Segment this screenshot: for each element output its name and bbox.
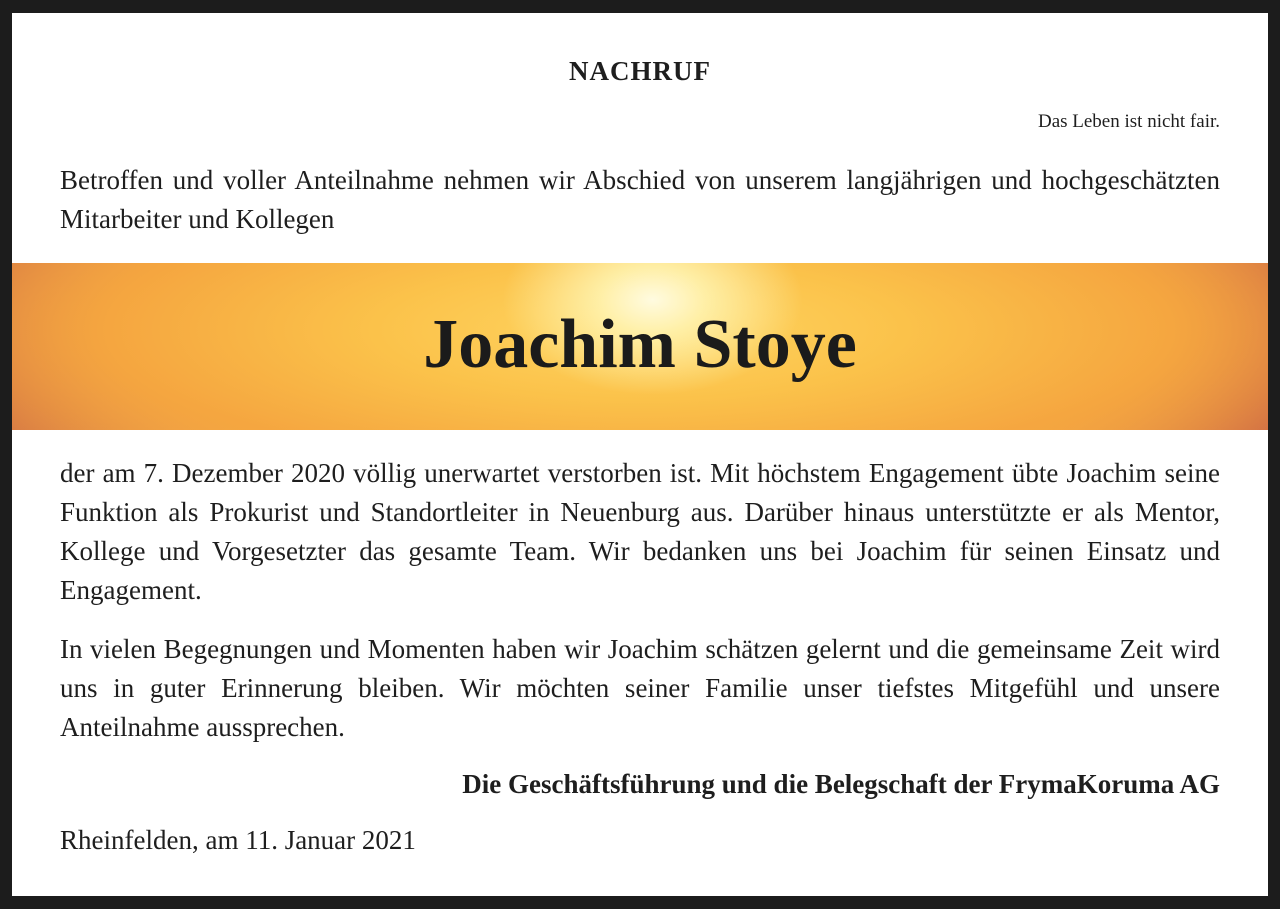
notice-heading: NACHRUF	[569, 56, 711, 86]
signature-line: Die Geschäftsführung und die Belegschaft der FrymaKoruma AG	[462, 769, 1220, 799]
obituary-notice	[12, 13, 1268, 896]
body-paragraph-1: der am 7. Dezember 2020 völlig unerwartet verstorben ist. Mit höchstem Engagement übte Joachim seine Funktion als Prokurist und Standortleiter in Neuenburg aus. Darüber hinaus unterstützte er als Mentor, Kollege und Vorgesetzter das gesamte Team. Wir bedanken uns bei Joachim für seinen Einsatz und Engagement.	[60, 458, 1220, 605]
motto-quote: Das Leben ist nicht fair.	[1037, 111, 1220, 132]
intro-paragraph: Betroffen und voller Anteilnahme nehmen wir Abschied von unserem langjährigen und hochgeschätzten Mitarbeiter und Kollegen	[60, 165, 1220, 234]
place-date: Rheinfelden, am 11. Januar 2021	[60, 825, 416, 855]
deceased-name: Joachim Stoye	[423, 306, 857, 383]
body-paragraph-2: In vielen Begegnungen und Momenten haben wir Joachim schätzen gelernt und die gemeinsame Zeit wird uns in guter Erinnerung bleiben. Wir möchten seiner Familie unser tiefstes Mitgefühl und unsere Anteilnahme aussprechen.	[60, 634, 1220, 742]
sunset-banner	[12, 263, 1268, 430]
